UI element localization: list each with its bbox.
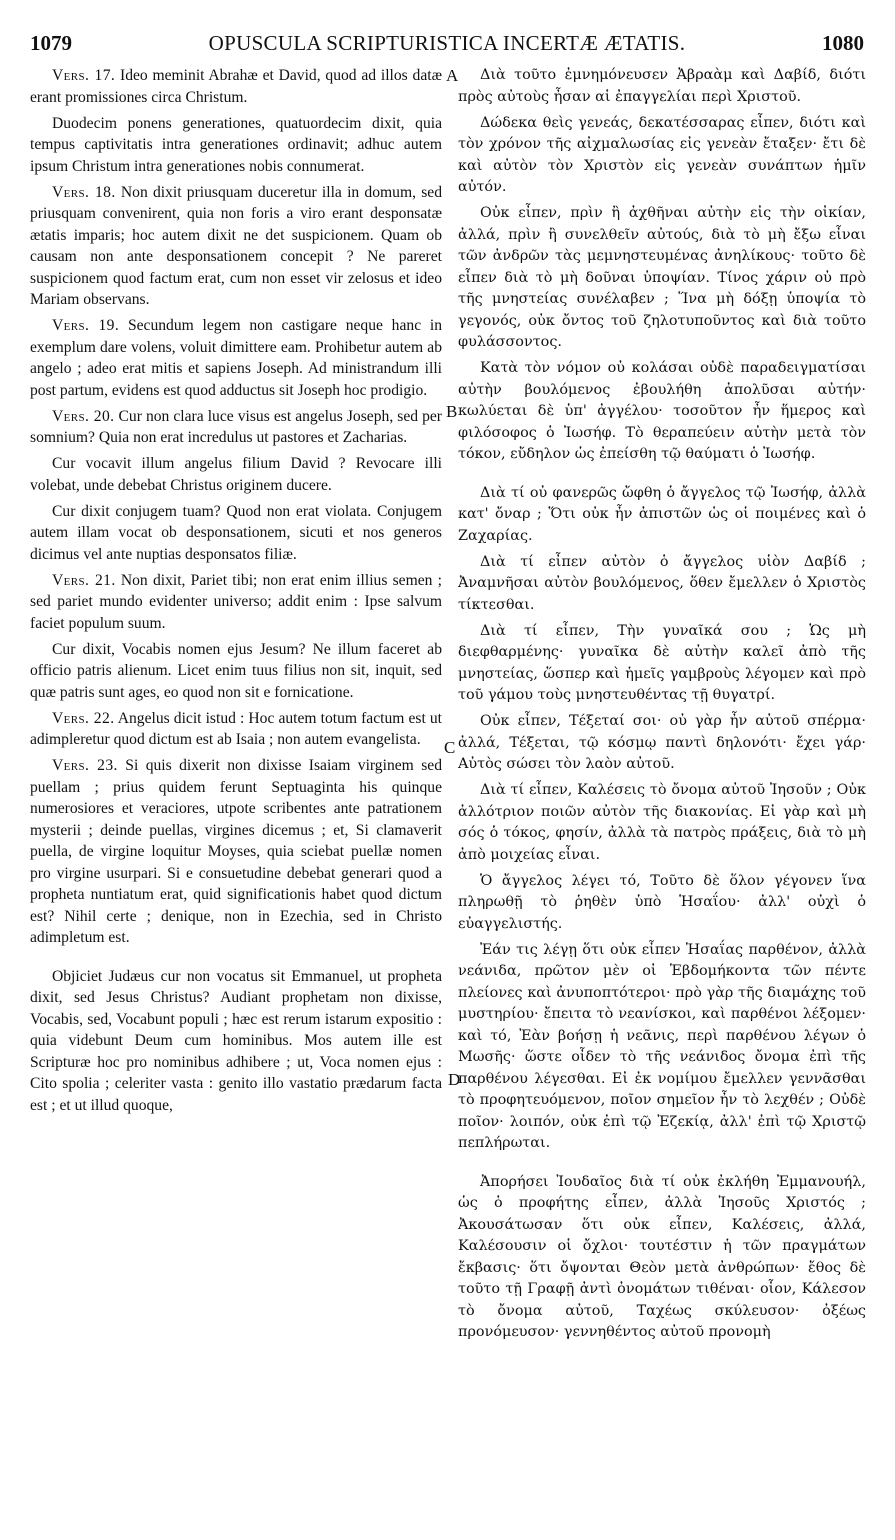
latin-column bbox=[30, 65, 442, 1121]
latin-paragraph bbox=[30, 966, 442, 1117]
greek-column bbox=[458, 65, 866, 1348]
latin-paragraph bbox=[30, 453, 442, 496]
greek-paragraph: Διὰ τοῦτο ἐμνημόνευσεν Ἀβραὰμ καὶ Δαβίδ, διότι πρὸς αὐτοὺς ἦσαν αἱ ἐπαγγελίαι περὶ Χριστοῦ. bbox=[458, 67, 866, 105]
greek-paragraph: Διὰ τί εἶπεν, Καλέσεις τὸ ὄνομα αὐτοῦ Ἰησοῦν ; Οὐκ ἀλλότριον ποιῶν αὐτὸν τῆς διακονίας. Εἰ γὰρ καὶ μὴ σός ὁ τόκος, φησίν, ἀλλὰ τὰ πατρὸς πράξεις, διὰ τὸ μὴ ἀπὸ μοιχείας εἶναι. bbox=[458, 782, 866, 863]
latin-text: Objiciet Judæus cur non vocatus sit Emmanuel, ut propheta dixit, sed Jesus Christus? Audiant prophetam non dixisse, Vocabis, sed, Vocabunt populi ; hæc est rerum istarum expositio : quia videbunt Deum cum hominibus. Mos autem ille est Scripturæ hoc pro nominibus adhibere ; ut, Voca nomen ejus : Cito spolia ; celeriter vasta : genito illo vastatio prædarum facta est ; et ut illud quoque, bbox=[30, 967, 442, 1114]
verse-label: Vers. 17. bbox=[52, 67, 116, 84]
latin-text: Ideo meminit Abrahæ et David, quod ad illos datæ erant promissiones circa Christum. bbox=[30, 67, 442, 106]
verse-label: Vers. 21. bbox=[52, 571, 116, 589]
latin-text: Cur vocavit illum angelus filium David ? Revocare illi volebat, unde debebat Christus originem ducere. bbox=[30, 455, 442, 494]
verse-label: Vers. 19. bbox=[52, 317, 120, 334]
latin-paragraph bbox=[30, 708, 442, 751]
greek-paragraph: Κατὰ τὸν νόμον οὐ κολάσαι οὐδὲ παραδειγματίσαι αὐτὴν βουλόμενος ἐβουλήθη ἀπολῦσαι αὐτήν· κωλύεται δὲ ὑπ' ἀγγέλου· τοσοῦτον ἦν ἥμερος καὶ φιλόσοφος ὁ Ἰωσήφ. Τὸ θεραπεύειν αὐτὴν μετὰ τὸν τόκον, εὔδηλον ὡς ἐπείσθη τῷ θαύματι ὁ Ἰωσήφ. bbox=[458, 360, 866, 462]
latin-paragraph bbox=[30, 755, 442, 949]
latin-text: Non dixit priusquam duceretur illa in domum, sed priusquam convenirent, quia non foris a viro erant desponsatæ ætatis imparis; hoc autem dixit ne det suspicionem. Quam ob causam non ante desponsationem concepit ? Ne pareret suspicionem quod factum erat, cum non esset vir zelosus et ideo Mariam observans. bbox=[30, 183, 442, 308]
greek-paragraph: Διὰ τί οὐ φανερῶς ὤφθη ὁ ἄγγελος τῷ Ἰωσήφ, ἀλλὰ κατ' ὄναρ ; Ὅτι οὐκ ἦν ἀπιστῶν ὡς οἱ ποιμένες καὶ ὁ Ζαχαρίας. bbox=[458, 484, 866, 544]
greek-paragraph: Ὁ ἄγγελος λέγει τό, Τοῦτο δὲ ὅλον γέγονεν ἵνα πληρωθῇ τὸ ῥηθὲν ὑπὸ Ἡσαΐου· ἀλλ' οὐχὶ ὁ εὐαγγελιστής. bbox=[458, 872, 866, 932]
margin-marker-c: C bbox=[444, 738, 456, 757]
latin-text: Cur dixit conjugem tuam? Quod non erat violata. Conjugem autem illam vocat ob desponsationem, sicuti et nos generos dicimus vel ante nuptias desponsatos filiæ. bbox=[30, 502, 442, 563]
latin-paragraph bbox=[30, 570, 442, 635]
greek-paragraph: Διὰ τί εἶπεν αὐτὸν ὁ ἄγγελος υἱὸν Δαβίδ ; Ἀναμνῆσαι αὐτὸν βουλόμενος, ὅθεν ἔμελλεν ὁ Χριστὸς τίκτεσθαι. bbox=[458, 553, 866, 613]
latin-paragraph bbox=[30, 182, 442, 311]
latin-text: Angelus dicit istud : Hoc autem totum factum est ut adimpleretur quod dictum est ab Isaia ; non autem evangelista. bbox=[30, 709, 443, 748]
greek-paragraph: Οὐκ εἶπεν, πρὶν ἢ ἀχθῆναι αὐτὴν εἰς τὴν οἰκίαν, ἀλλά, πρὶν ἢ συνελθεῖν αὐτούς, διὰ τὸ μὴ ἔξω εἶναι τῶν ἀνδρῶν τὰς μεμνηστευμένας ἀνηλίκους· τοῦτο δὲ εἶπεν διὰ τὸ μὴ δοῦναι ὑποψίαν. Τίνος χάριν οὐ πρὸ τῆς μνηστείας συνέλαβεν ; Ἵνα μὴ δόξῃ ὑποψία τὸ γεγονός, οὐκ ὄντος τοῦ ζηλοτυποῦντος καὶ διὰ τοῦτο φυλάσσοντος. bbox=[458, 205, 866, 350]
greek-paragraph: Διὰ τί εἶπεν, Τὴν γυναῖκά σου ; Ὡς μὴ διεφθαρμένης· γυναῖκα δὲ αὐτὴν καλεῖ ἀπὸ τῆς μνηστείας, ὥσπερ καὶ ἡμεῖς γαμβροὺς λέγομεν καὶ πρὸ τοῦ γάμου τοὺς μνηστευθέντας τῇ θυγατρί. bbox=[458, 622, 866, 703]
latin-paragraph bbox=[30, 639, 442, 704]
greek-paragraph: Ἀπορήσει Ἰουδαῖος διὰ τί οὐκ ἐκλήθη Ἐμμανουήλ, ὡς ὁ προφήτης εἶπεν, ἀλλὰ Ἰησοῦς Χριστός ; Ἀκουσάτωσαν ὅτι οὐκ εἶπεν, Καλέσεις, ἀλλά, Καλέσουσιν οἱ ὄχλοι· τουτέστιν ἡ τῶν πραγμάτων ἔκβασις· ὅτι ὄψονται Θεὸν μετὰ ἀνθρώπων· ἔθος δὲ τοῦτο τῇ Γραφῇ ἀντὶ ὀνομάτων τιθέναι· οἷον, Κάλεσον τὸ ὄνομα αὐτοῦ, Ταχέως σκύλευσον· ὀξέως προνόμευσον· γεννηθέντος αὐτοῦ προνομὴ bbox=[458, 1173, 866, 1340]
margin-marker-a: A bbox=[446, 66, 459, 85]
margin-marker-d: D bbox=[448, 1070, 461, 1089]
latin-paragraph bbox=[30, 315, 442, 401]
latin-paragraph bbox=[30, 113, 442, 178]
greek-paragraph: Ἐάν τις λέγῃ ὅτι οὐκ εἶπεν Ἡσαΐας παρθένον, ἀλλὰ νεάνιδα, πρῶτον μὲν οἱ Ἑβδομήκοντα τῶν πέντε πλείονες καὶ ἀνυποπτότεροι· πρὸ γὰρ τῆς διαμάχης τοῦ μυστηρίου· ἔπειτα τὸ νεανίσκοι, καὶ παρθένοι λέξομεν· καὶ τό, Ἐὰν βοήσῃ ἡ νεᾶνις, περὶ παρθένου λέγων ὁ Μωσῆς· ὥστε οἶδεν τὸ τῆς νεάνιδος ὄνομα ἐπὶ τῆς παρθένου λέγεσθαι. Εἰ ἐκ νομίμου ἔμελλεν γεννᾶσθαι τὸ προφητευόμενον, ποῖον σημεῖον ἦν τὸ λεχθέν ; Οὐδὲ ποῖον· λοιπόν, οὐκ ἐπὶ τῷ Ἐζεκίᾳ, ἀλλ' ἐπὶ τῷ Χριστῷ πεπλήρωται. bbox=[458, 941, 866, 1151]
verse-label: Vers. 23. bbox=[52, 757, 118, 774]
latin-paragraph bbox=[30, 406, 442, 449]
latin-text: Non dixit, Pariet tibi; non erat enim illius semen ; sed pariet mundo evidenter universo; addit enim : Ipse salvum faciet populum suum. bbox=[30, 571, 442, 632]
margin-marker-b: B bbox=[446, 402, 458, 421]
page-number-right: 1080 bbox=[822, 31, 864, 55]
latin-paragraph bbox=[30, 65, 442, 108]
page-number-left: 1079 bbox=[30, 31, 72, 55]
latin-text: Si quis dixerit non dixisse Isaiam virginem sed puellam ; prius quidem ferunt Septuaginta his quinque numerosiores et veraciores, utpote scribentes ante patrationem mysterii ; deinde puellas, virgines dicemus ; et, Si clamaverit puella, de virgine loquitur Moyses, quia sciebat puellæ nomen pro virgine usurpari. Si e consuetudine debebat generari quod a propheta nuntiatum erat, quid significationis habet quod dictum est? Nihil certe ; denique, non in Ezechia, sed in Christo adimpletum est. bbox=[30, 757, 442, 946]
greek-paragraph: Δώδεκα θεὶς γενεάς, δεκατέσσαρας εἶπεν, διότι καὶ τὸν χρόνον τῆς αἰχμαλωσίας εἰς γενεὰν ἔταξεν· ἔτι δὲ καὶ αὐτὸν τὸν Χριστὸν εἰς γενεὰν συνάπτων ἡμῖν αὐτόν. bbox=[458, 114, 866, 195]
page-header bbox=[30, 31, 864, 63]
verse-label: Vers. 18. bbox=[52, 183, 116, 201]
latin-text: Cur non clara luce visus est angelus Joseph, sed per somnium? Quia non erat incredulus ut pastores et Zacharias. bbox=[30, 407, 442, 446]
latin-text: Secundum legem non castigare neque hanc in exemplum dare volens, voluit dimittere eam. Prohibetur autem ab angelo ; adeo erat mitis et sapiens Joseph. Ad ministrandum illi post partum, evidens est quod adductus sit Joseph hoc prodigio. bbox=[30, 317, 442, 399]
running-title: OPUSCULA SCRIPTURISTICA INCERTÆ ÆTATIS. bbox=[208, 31, 686, 55]
latin-paragraph bbox=[30, 501, 442, 566]
verse-label: Vers. 22. bbox=[52, 709, 115, 727]
latin-text: Duodecim ponens generationes, quatuordecim dixit, quia tempus captivitatis intra generationes ordinavit; adhuc autem ipsum Christum intra generationes nobis connumerat. bbox=[30, 114, 442, 175]
latin-text: Cur dixit, Vocabis nomen ejus Jesum? Ne illum faceret ab officio patris alienum. Licet enim tuus filius non sit, inquit, sed quæ patris sunt ages, eo quod non sit e fornicatione. bbox=[30, 640, 442, 701]
verse-label: Vers. 20. bbox=[52, 407, 115, 425]
greek-paragraph: Οὐκ εἶπεν, Τέξεταί σοι· οὐ γὰρ ἦν αὐτοῦ σπέρμα· ἀλλά, Τέξεται, τῷ κόσμῳ παντὶ δηλονότι· ἔχει γάρ· Αὐτὸς σώσει τὸν λαὸν αὐτοῦ. bbox=[458, 713, 866, 772]
